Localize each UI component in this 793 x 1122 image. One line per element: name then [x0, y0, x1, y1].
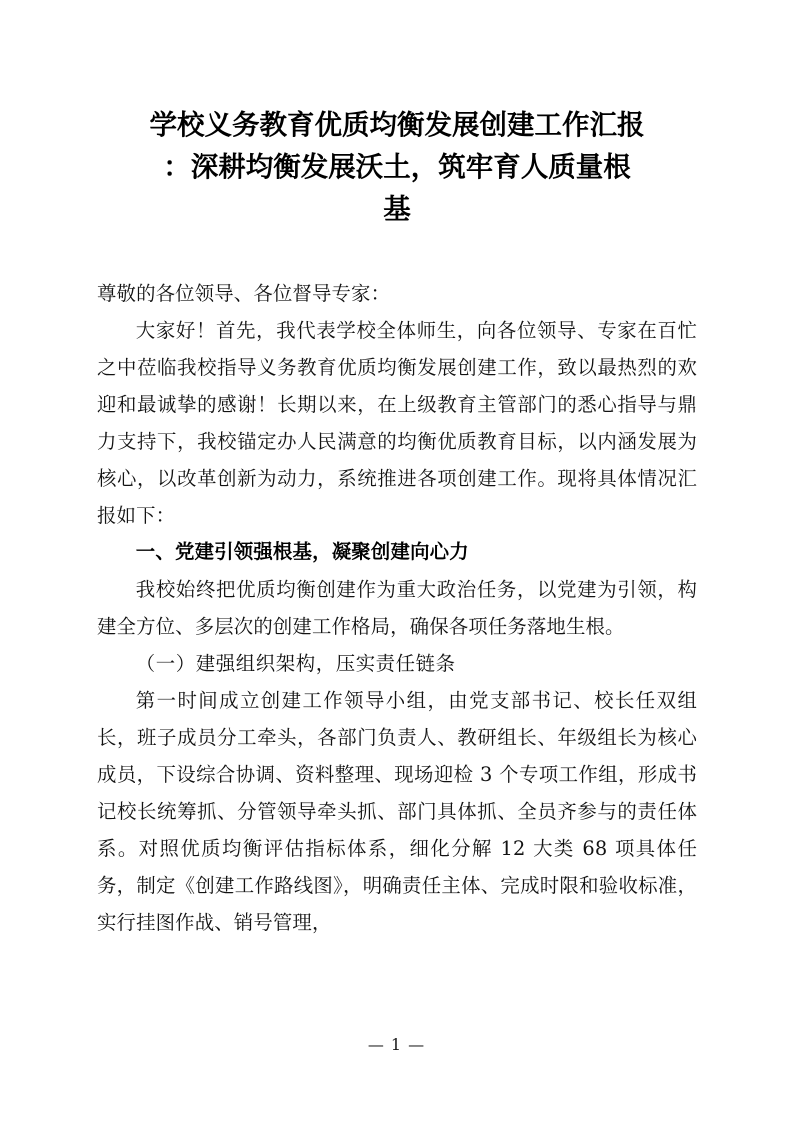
subsection-heading-1: （一）建强组织架构，压实责任链条 [135, 652, 456, 675]
document-body [97, 275, 697, 941]
section-heading-1: 一、党建引领强根基，凝聚创建向心力 [135, 541, 469, 563]
page-title-line-2: ：深耕均衡发展沃土，筑牢育人质量根 [163, 151, 631, 182]
page-footer [0, 1035, 793, 1055]
page-number: — 1 — [367, 1035, 426, 1054]
section-1-paragraph: 我校始终把优质均衡创建作为重大政治任务，以党建为引领，构建全方位、多层次的创建工作格局，确保各项任务落地生根。 [97, 578, 697, 638]
opening-paragraph: 大家好！首先，我代表学校全体师生，向各位领导、专家在百忙之中莅临我校指导义务教育优质均衡发展创建工作，致以最热烈的欢迎和最诚挚的感谢！长期以来，在上级教育主管部门的悉心指导与鼎力支持下，我校锚定办人民满意的均衡优质教育目标，以内涵发展为核心，以改革创新为动力，系统推进各项创建工作。现将具体情况汇报如下： [97, 319, 697, 527]
salutation-line: 尊敬的各位领导、各位督导专家： [97, 282, 391, 305]
page-title-line-1: 学校义务教育优质均衡发展创建工作汇报 [149, 109, 645, 140]
subsection-1-paragraph: 第一时间成立创建工作领导小组，由党支部书记、校长任双组长，班子成员分工牵头，各部门负责人、教研组长、年级组长为核心成员，下设综合协调、资料整理、现场迎检 3 个专项工作组，形成书记校长统筹抓、分管领导牵头抓、部门具体抓、全员齐参与的责任体系。对照优质均衡评估指标体系，细化分解 12 大类 68 项具体任务，制定《创建工作路线图》，明确责任主体、完成时限和验收标准，实行挂图作战、销号管理， [97, 689, 697, 934]
page-title [97, 104, 697, 230]
page-title-line-3: 基 [383, 193, 411, 224]
